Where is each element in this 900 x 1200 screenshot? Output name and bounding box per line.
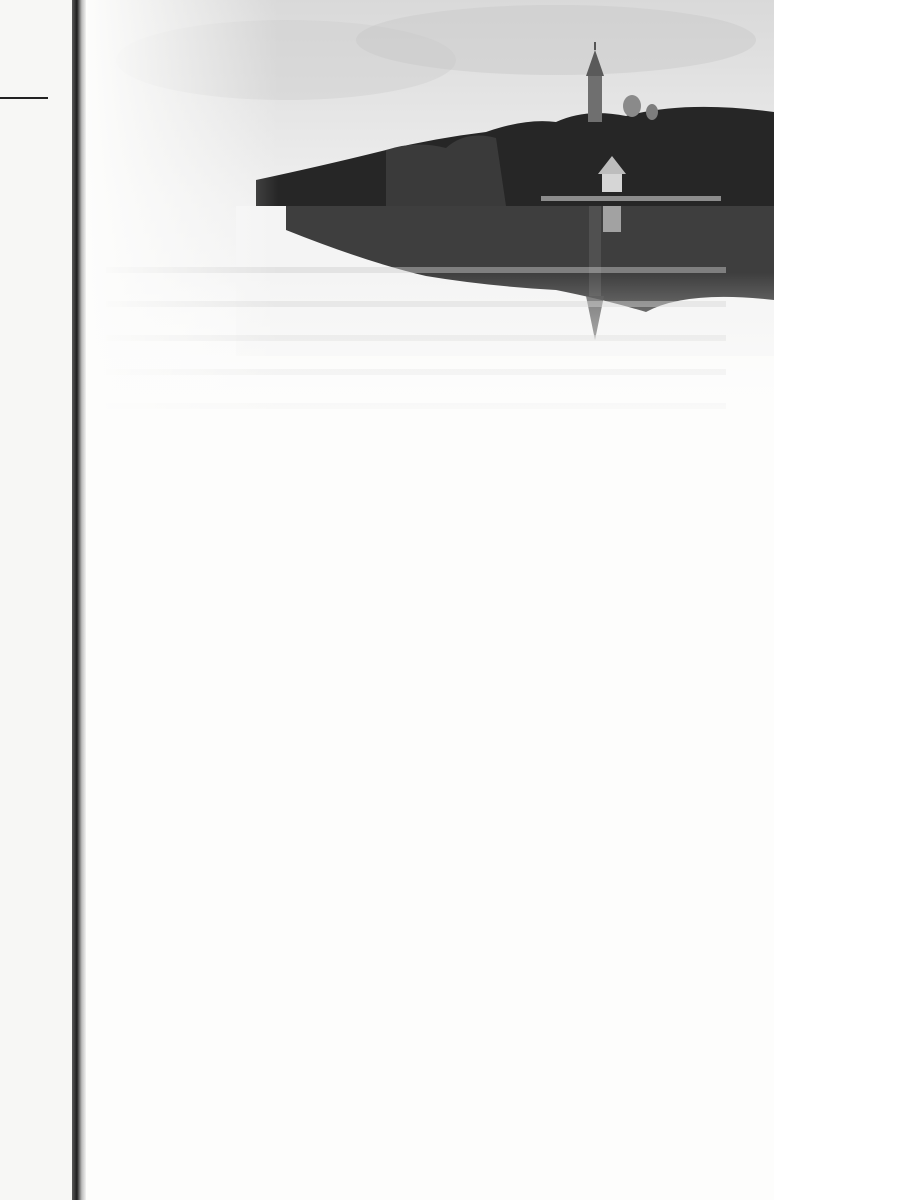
book-page [86, 0, 774, 1200]
ruler [774, 0, 900, 1200]
lake-monastery-photo [86, 0, 774, 440]
left-page [0, 0, 72, 1200]
divider [0, 97, 48, 99]
book-gutter [72, 0, 86, 1200]
